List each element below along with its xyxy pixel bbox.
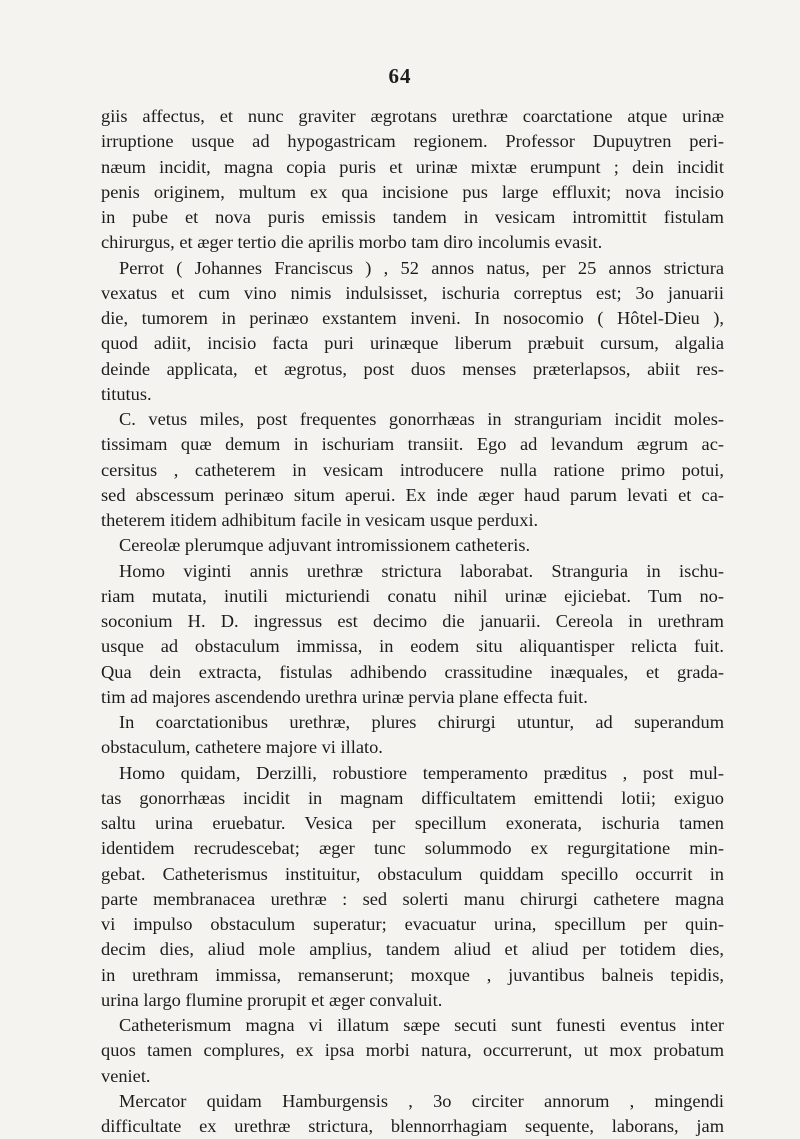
text-line: gebat. Catheterismus instituitur, obstaculum quiddam specillo occurrit in: [101, 863, 724, 884]
text-line: obstaculum, cathetere majore vi illato.: [101, 737, 383, 758]
text-line: decim dies, aliud mole amplius, tandem aliud et aliud per totidem dies,: [101, 939, 724, 960]
text-line: in pube et nova puris emissis tandem in vesicam intromittit fistulam: [101, 207, 724, 227]
text-line: Perrot ( Johannes Franciscus ) , 52 annos natus, per 25 annos strictura: [119, 257, 724, 278]
text-line: in urethram immissa, remanserunt; moxque , juvantibus balneis tepidis,: [101, 964, 724, 985]
text-line: tissimam quæ demum in ischuriam transiit. Ego ad levandum ægrum ac-: [101, 434, 724, 455]
text-line: quos tamen complures, ex ipsa morbi natura, occurrerunt, ut mox probatum: [101, 1040, 724, 1061]
body-text: [101, 104, 724, 1139]
text-line: tim ad majores ascendendo urethra urinæ pervia plane effecta fuit.: [101, 686, 588, 707]
text-line: penis originem, multum ex qua incisione pus large effluxit; nova incisio: [101, 181, 724, 202]
text-line: næum incidit, magna copia puris et urinæ mixtæ erumpunt ; dein incidit: [101, 156, 724, 177]
text-line: quod adiit, incisio facta puri urinæque liberum præbuit cursum, algalia: [101, 333, 724, 354]
text-line: Mercator quidam Hamburgensis , 3o circiter annorum , mingendi: [119, 1090, 724, 1111]
text-line: difficultate ex urethræ strictura, blennorrhagiam sequente, laborans, jam: [101, 1116, 724, 1136]
text-line: parte membranacea urethræ : sed solerti manu chirurgi cathetere magna: [101, 888, 724, 909]
text-line: Homo quidam, Derzilli, robustiore temperamento præditus , post mul-: [119, 762, 724, 783]
text-line: titutus.: [101, 383, 152, 404]
text-line: saltu urina eruebatur. Vesica per specillum exonerata, ischuria tamen: [101, 813, 724, 833]
text-line: Qua dein extracta, fistulas adhibendo crassitudine inæquales, et grada-: [101, 661, 724, 682]
text-line: vi impulso obstaculum superatur; evacuatur urina, specillum per quin-: [101, 914, 724, 934]
text-line: theterem itidem adhibitum facile in vesicam usque perduxi.: [101, 510, 539, 530]
text-line: tas gonorrhæas incidit in magnam difficultatem emittendi lotii; exiguo: [101, 787, 724, 808]
text-line: die, tumorem in perinæo exstantem inveni. In nosocomio ( Hôtel-Dieu ),: [101, 308, 724, 328]
text-line: Catheterismum magna vi illatum sæpe secuti sunt funesti eventus inter: [119, 1015, 724, 1035]
text-line: deinde applicata, et ægrotus, post duos menses præterlapsos, abiit res-: [101, 358, 724, 379]
text-line: giis affectus, et nunc graviter ægrotans urethræ coarctatione atque urinæ: [101, 106, 724, 126]
text-line: sed abscessum perinæo situm aperui. Ex inde æger haud parum levati et ca-: [101, 484, 724, 505]
text-line: usque ad obstaculum immissa, in eodem situ aliquantisper relicta fuit.: [101, 636, 724, 657]
text-line: soconium H. D. ingressus est decimo die januarii. Cereola in urethram: [101, 611, 724, 631]
text-line: urina largo flumine prorupit et æger convaluit.: [101, 989, 443, 1010]
text-line: In coarctationibus urethræ, plures chirurgi utuntur, ad superandum: [119, 712, 724, 732]
text-line: chirurgus, et æger tertio die aprilis morbo tam diro incolumis evasit.: [101, 232, 603, 253]
text-line: riam mutata, inutili micturiendi conatu nihil urinæ ejiciebat. Tum no-: [101, 585, 724, 606]
text-line: irruptione usque ad hypogastricam regionem. Professor Dupuytren peri-: [101, 131, 724, 152]
text-line: Cereolæ plerumque adjuvant intromissionem catheteris.: [119, 535, 531, 556]
text-line: veniet.: [101, 1065, 151, 1086]
text-line: cersitus , catheterem in vesicam introducere nulla ratione primo potui,: [101, 459, 724, 480]
text-line: C. vetus miles, post frequentes gonorrhæas in stranguriam incidit moles-: [119, 409, 724, 429]
text-line: vexatus et cum vino nimis indulsisset, ischuria correptus est; 3o januarii: [101, 282, 724, 303]
page-number: 64: [388, 64, 412, 88]
text-line: Homo viginti annis urethræ strictura laborabat. Stranguria in ischu-: [119, 560, 724, 581]
text-line: identidem recrudescebat; æger tunc solummodo ex regurgitatione min-: [101, 838, 724, 859]
